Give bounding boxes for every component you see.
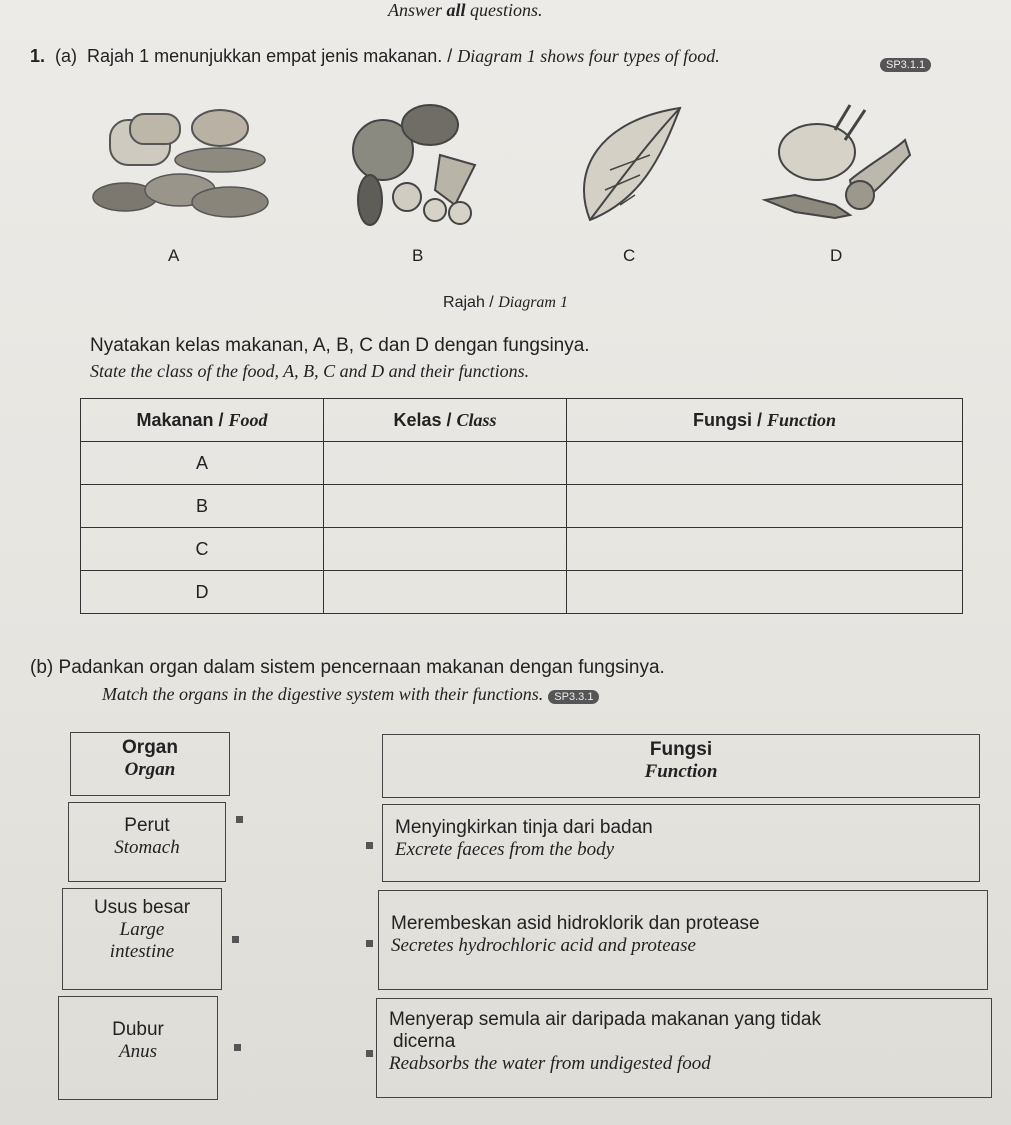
- diagram-caption: Rajah / Diagram 1: [443, 294, 568, 311]
- organ-connector-dot[interactable]: [236, 816, 243, 823]
- table-row: C: [81, 528, 963, 571]
- sp-badge: SP3.1.1: [880, 58, 931, 72]
- header-function: Fungsi / Function: [567, 399, 963, 442]
- diagram-label-d: D: [830, 246, 843, 265]
- organ-large-intestine[interactable]: Usus besar Large intestine: [62, 888, 222, 990]
- food-c-fibre-illustration: [570, 100, 690, 230]
- sp-badge: SP3.3.1: [548, 690, 599, 704]
- table-row: D: [81, 571, 963, 614]
- function-header-box: Fungsi Function: [382, 734, 980, 798]
- diagram-label-c: C: [623, 246, 636, 265]
- organ-connector-dot[interactable]: [232, 936, 239, 943]
- organ-header-box: Organ Organ: [70, 732, 230, 796]
- food-b-vitamins-illustration: [345, 95, 485, 230]
- function-excrete-faeces[interactable]: Menyingkirkan tinja dari badan Excrete faeces from the body: [382, 804, 980, 882]
- class-answer-c[interactable]: [324, 528, 567, 571]
- function-answer-b[interactable]: [567, 485, 963, 528]
- function-connector-dot[interactable]: [366, 940, 373, 947]
- organ-anus[interactable]: Dubur Anus: [58, 996, 218, 1100]
- table-row: A: [81, 442, 963, 485]
- diagram-label-a: A: [168, 246, 180, 265]
- function-connector-dot[interactable]: [366, 1050, 373, 1057]
- function-answer-a[interactable]: [567, 442, 963, 485]
- table-header-row: [81, 399, 963, 442]
- instruction-malay: Nyatakan kelas makanan, A, B, C dan D dengan fungsinya.: [90, 335, 590, 356]
- table-row: B: [81, 485, 963, 528]
- food-class-table: [80, 398, 963, 614]
- function-answer-c[interactable]: [567, 528, 963, 571]
- class-answer-a[interactable]: [324, 442, 567, 485]
- question-1b: (b) Padankan organ dalam sistem pencernaan makanan dengan fungsinya.: [30, 657, 665, 678]
- organ-connector-dot[interactable]: [234, 1044, 241, 1051]
- instruction-english: State the class of the food, A, B, C and D and their functions.: [90, 361, 530, 381]
- organ-stomach[interactable]: Perut Stomach: [68, 802, 226, 882]
- header-class: Kelas / Class: [324, 399, 567, 442]
- class-answer-b[interactable]: [324, 485, 567, 528]
- question-1b-english: Match the organs in the digestive system with their functions. SP3.3.1: [102, 684, 599, 705]
- function-answer-d[interactable]: [567, 571, 963, 614]
- diagram-label-b: B: [412, 246, 424, 265]
- header-food: Makanan / Food: [81, 399, 324, 442]
- function-secretes-acid[interactable]: Merembeskan asid hidroklorik dan protease Secretes hydrochloric acid and protease: [378, 890, 988, 990]
- question-1a: 1. (a) Rajah 1 menunjukkan empat jenis makanan. / Diagram 1 shows four types of food.: [30, 46, 720, 66]
- class-answer-d[interactable]: [324, 571, 567, 614]
- instructions-header: Answer all questions.: [388, 0, 543, 20]
- food-d-protein-illustration: [755, 100, 915, 230]
- function-connector-dot[interactable]: [366, 842, 373, 849]
- food-a-carbohydrates-illustration: [90, 100, 280, 230]
- function-reabsorbs-water[interactable]: Menyerap semula air daripada makanan yang tidak dicerna Reabsorbs the water from undigested food: [376, 998, 992, 1098]
